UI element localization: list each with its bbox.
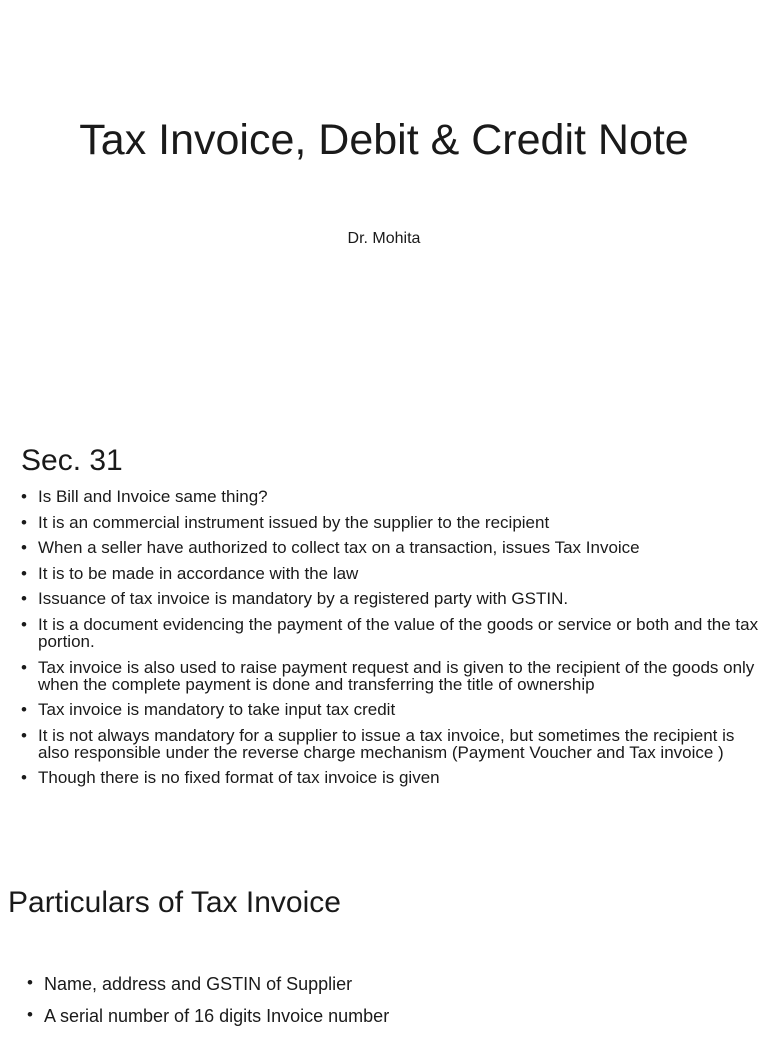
bullet-item: [21, 616, 761, 650]
bullet-text: Tax invoice is also used to raise payment request and is given to the recipient of the goods only when the complete payment is done and transferring the title of ownership: [38, 657, 755, 694]
bullet-item: [21, 659, 761, 693]
bullet-icon: •: [21, 768, 27, 788]
bullet-text: Name, address and GSTIN of Supplier: [44, 974, 353, 994]
bullet-text: It is an commercial instrument issued by the supplier to the recipient: [38, 512, 550, 532]
bullet-icon: •: [21, 487, 27, 506]
particulars-heading: Particulars of Tax Invoice: [8, 886, 341, 919]
bullet-text: It is a document evidencing the payment of the value of the goods or service or both and the tax portion.: [38, 614, 759, 651]
bullet-icon: •: [21, 614, 27, 634]
bullet-text: It is not always mandatory for a supplier to issue a tax invoice, but sometimes the recipient is also responsible under the reverse charge mechanism (Payment Voucher and Tax invoice ): [38, 725, 735, 762]
bullet-icon: •: [21, 700, 27, 720]
bullet-text: Is Bill and Invoice same thing?: [38, 487, 268, 506]
section-bullet-list: [21, 488, 761, 795]
bullet-text: Though there is no fixed format of tax invoice is given: [38, 768, 440, 788]
bullet-text: When a seller have authorized to collect tax on a transaction, issues Tax Invoice: [38, 538, 640, 558]
bullet-item: [21, 727, 761, 761]
bullet-text: It is to be made in accordance with the law: [38, 563, 359, 583]
bullet-icon: •: [21, 563, 27, 583]
bullet-item: [21, 488, 761, 505]
bullet-text: Tax invoice is mandatory to take input tax credit: [38, 700, 396, 720]
bullet-item: [21, 701, 761, 718]
bullet-text: Issuance of tax invoice is mandatory by a registered party with GSTIN.: [38, 589, 569, 609]
bullet-item: [21, 565, 761, 582]
particulars-slide: [0, 876, 768, 1024]
bullet-icon: •: [27, 1005, 33, 1024]
title-slide: [0, 0, 768, 420]
section-heading: Sec. 31: [21, 444, 123, 477]
bullet-item: [27, 1006, 757, 1026]
particulars-bullet-list: [27, 974, 757, 1038]
presentation-title: Tax Invoice, Debit & Credit Note: [79, 116, 689, 164]
bullet-icon: •: [21, 512, 27, 532]
section-31-slide: [0, 436, 768, 846]
bullet-icon: •: [21, 657, 27, 677]
bullet-item: [21, 539, 761, 556]
bullet-icon: •: [27, 973, 33, 992]
bullet-text: A serial number of 16 digits Invoice number: [44, 1006, 390, 1026]
presentation-author: Dr. Mohita: [347, 230, 421, 247]
bullet-item: [21, 514, 761, 531]
bullet-icon: •: [21, 538, 27, 558]
bullet-icon: •: [21, 589, 27, 609]
bullet-item: [21, 590, 761, 607]
bullet-icon: •: [21, 725, 27, 745]
bullet-item: [27, 974, 757, 994]
bullet-item: [21, 769, 761, 786]
